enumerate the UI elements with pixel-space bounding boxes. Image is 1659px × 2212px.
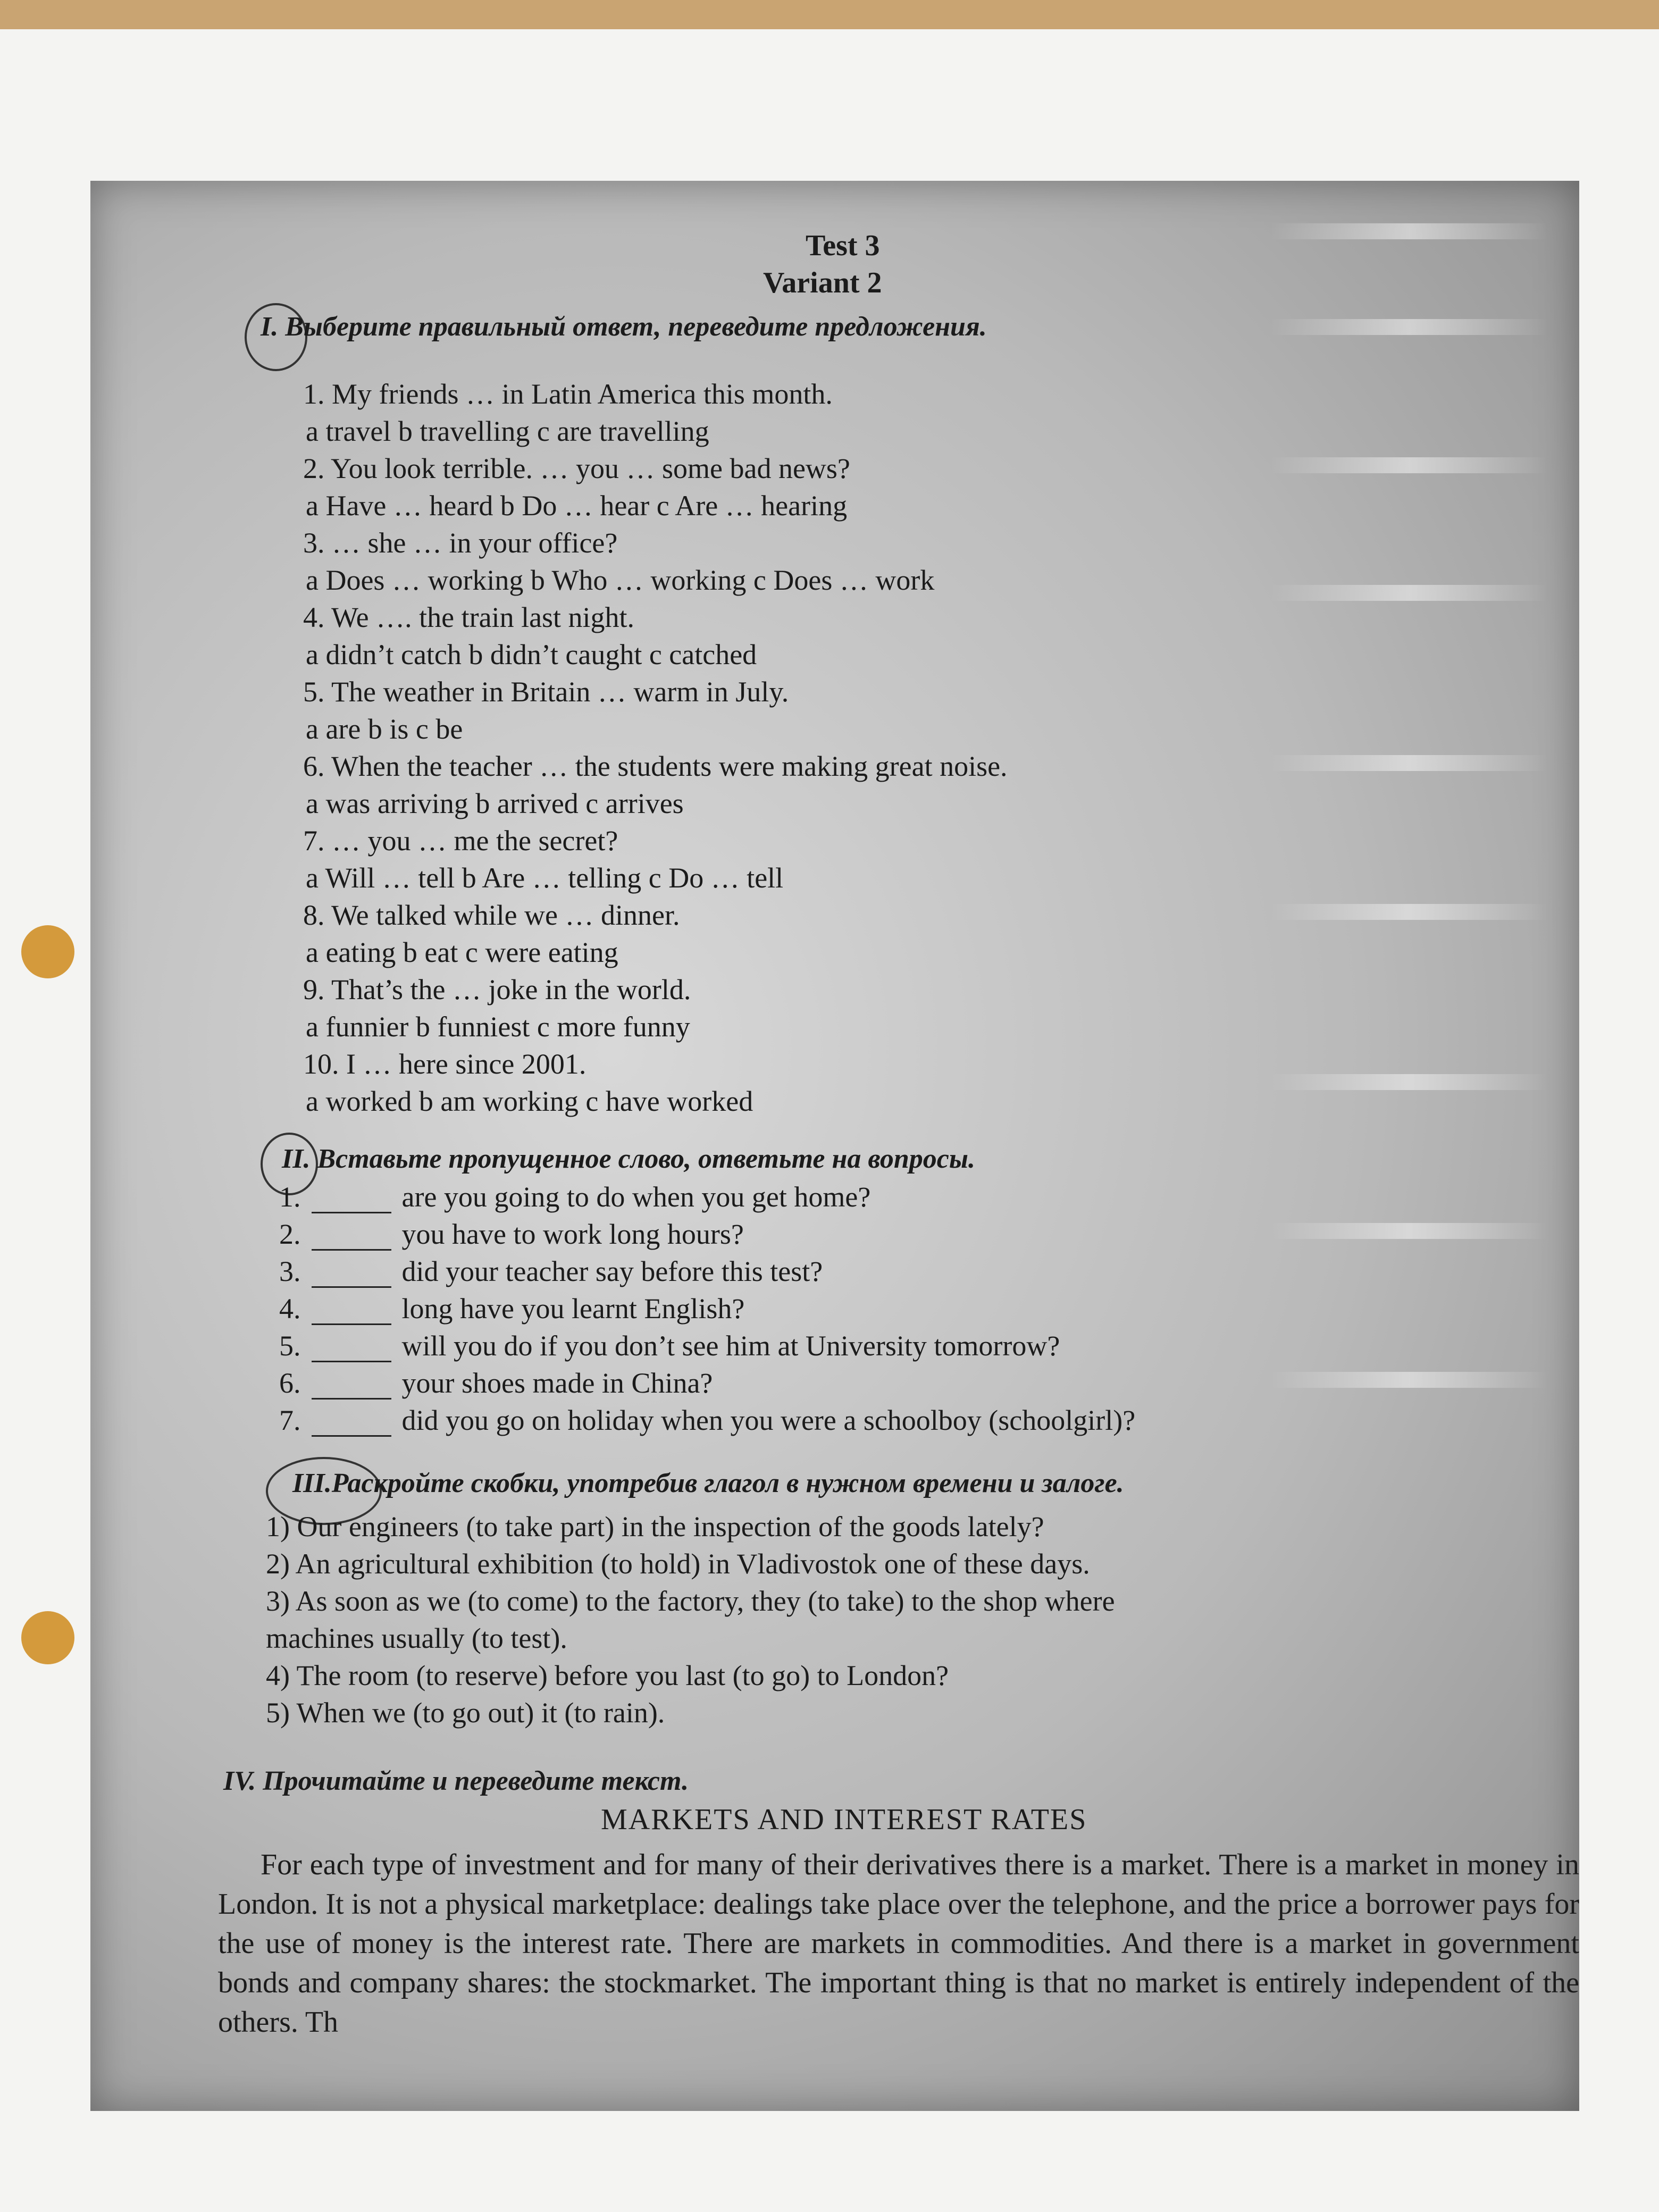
photocopied-test-page	[90, 181, 1579, 2111]
s1-q5: 5. The weather in Britain … warm in July.	[303, 676, 789, 708]
s2-item3: 3. did your teacher say before this test?	[279, 1255, 823, 1287]
section4-heading: IV. Прочитайте и переведите текст.	[223, 1766, 689, 1796]
section3-heading: III.Раскройте скобки, употребив глагол в нужном времени и залоге.	[292, 1468, 1124, 1498]
s1-a7: a Will … tell b Are … telling c Do … tell	[306, 862, 784, 894]
s3-item1: 1) Our engineers (to take part) in the inspection of the goods lately?	[266, 1511, 1044, 1543]
binder-hole-top	[21, 925, 74, 978]
s1-a8: a eating b eat c were eating	[306, 936, 618, 968]
s2-item6: 6. your shoes made in China?	[279, 1367, 713, 1399]
s3-item3: 3) As soon as we (to come) to the factory, they (to take) to the shop where	[266, 1585, 1115, 1617]
s2-item5: 5. will you do if you don’t see him at University tomorrow?	[279, 1330, 1060, 1362]
s1-q10: 10. I … here since 2001.	[303, 1048, 586, 1080]
s1-q7: 7. … you … me the secret?	[303, 825, 618, 857]
variant-title: Variant 2	[763, 266, 882, 299]
s3-item4: 4) The room (to reserve) before you last (to go) to London?	[266, 1660, 949, 1691]
s2-item1: 1. are you going to do when you get home?	[279, 1181, 871, 1213]
reading-paragraph: For each type of investment and for many of their derivatives there is a market. There is a market in money in London. It is not a physical marketplace: dealings take place over the telephone, and the price a borrower pays for the use of money is the interest rate. There are markets in commodities. And there is a market in government bonds and company shares: the stockmarket. The important thing is that no market is entirely independent of the others. Th	[218, 1848, 1579, 2039]
s2-item4: 4. long have you learnt English?	[279, 1293, 745, 1325]
s1-q3: 3. … she … in your office?	[303, 527, 618, 559]
s1-a6: a was arriving b arrived c arrives	[306, 787, 684, 819]
text-title: MARKETS AND INTEREST RATES	[601, 1803, 1087, 1836]
s1-a5: a are b is c be	[306, 713, 463, 745]
s1-q6: 6. When the teacher … the students were making great noise.	[303, 750, 1008, 782]
binder-hole-bottom	[21, 1611, 74, 1664]
s1-a3: a Does … working b Who … working c Does … work	[306, 564, 935, 596]
section1-heading: I. Выберите правильный ответ, переведите предложения.	[261, 312, 987, 342]
s2-item2: 2. you have to work long hours?	[279, 1218, 744, 1250]
s1-q4: 4. We …. the train last night.	[303, 601, 635, 633]
s3-item5: 5) When we (to go out) it (to rain).	[266, 1697, 665, 1729]
s1-q1: 1. My friends … in Latin America this month.	[303, 378, 833, 410]
s1-a1: a travel b travelling c are travelling	[306, 415, 709, 447]
s1-q9: 9. That’s the … joke in the world.	[303, 974, 691, 1006]
s2-item7: 7. did you go on holiday when you were a schoolboy (schoolgirl)?	[279, 1404, 1136, 1436]
s1-a9: a funnier b funniest c more funny	[306, 1011, 690, 1043]
s1-q8: 8. We talked while we … dinner.	[303, 899, 680, 931]
test-title: Test 3	[806, 229, 880, 262]
s1-a4: a didn’t catch b didn’t caught c catched	[306, 639, 757, 671]
s3-item2: 2) An agricultural exhibition (to hold) in Vladivostok one of these days.	[266, 1548, 1090, 1580]
reading-text	[218, 1845, 1579, 2042]
s1-q2: 2. You look terrible. … you … some bad news?	[303, 453, 850, 484]
s3-item3-cont: machines usually (to test).	[266, 1622, 567, 1654]
section2-heading: II. Вставьте пропущенное слово, ответьте на вопросы.	[282, 1144, 975, 1174]
s1-a2: a Have … heard b Do … hear c Are … hearing	[306, 490, 848, 522]
s1-a10: a worked b am working c have worked	[306, 1085, 753, 1117]
